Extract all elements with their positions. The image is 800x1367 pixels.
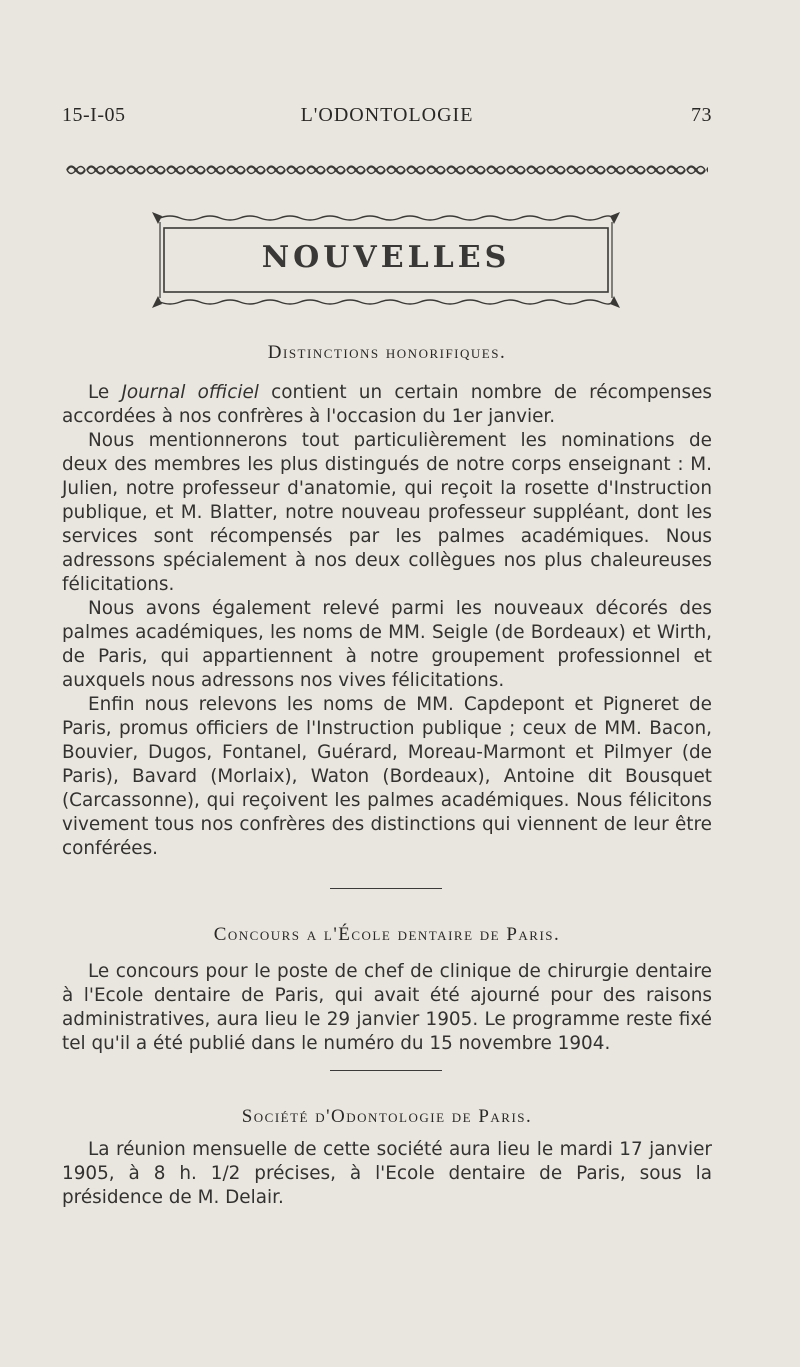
heading-societe: Société d'Odontologie de Paris. bbox=[241, 1106, 533, 1127]
paragraph-intro-start: Le bbox=[88, 382, 122, 403]
paragraph-palmes: Nous avons également relevé parmi les nouveaux décorés des palmes académiques, les noms de MM. Seigle (de Bordeaux) et Wirth, de Paris, qui appartiennent à notre groupement professionnel et auxquels nous adressons nos vives félicitations. bbox=[62, 598, 712, 691]
distinctions-body bbox=[62, 381, 712, 861]
section-title: NOUVELLES bbox=[261, 240, 511, 275]
paragraph-nominations: Nous mentionnerons tout particulièrement les nominations de deux des membres les plus distingués de notre corps enseignant : M. Julien, notre professeur d'anatomie, qui reçoit la rosette d'Instruction publique, et M. Blatter, notre nouveau professeur suppléant, dont les services sont récompensés par les palmes académiques. Nous adressons spécialement à nos deux collègues nos plus chaleureuses félicitations. bbox=[62, 430, 712, 595]
paragraph-reunion: La réunion mensuelle de cette société aura lieu le mardi 17 janvier 1905, à 8 h. 1/2 précises, à l'Ecole dentaire de Paris, sous la présidence de M. Delair. bbox=[62, 1139, 712, 1208]
concours-body bbox=[62, 960, 712, 1056]
societe-body bbox=[62, 1138, 712, 1210]
section-divider bbox=[330, 1070, 442, 1071]
heading-concours: Concours a l'École dentaire de Paris. bbox=[213, 924, 561, 945]
journal-officiel-title: Journal officiel bbox=[121, 382, 259, 403]
journal-title: L'ODONTOLOGIE bbox=[300, 104, 474, 126]
heading-distinctions: Distinctions honorifiques. bbox=[267, 342, 507, 363]
paragraph-intro bbox=[62, 381, 712, 429]
paragraph-concours: Le concours pour le poste de chef de clinique de chirurgie dentaire à l'Ecole dentaire de Paris, qui avait été ajourné pour des raisons administratives, aura lieu le 29 janvier 1905. Le programme reste fixé tel qu'il a été publié dans le numéro du 15 novembre 1904. bbox=[62, 961, 712, 1054]
running-head bbox=[62, 104, 712, 134]
paragraph-promotions: Enfin nous relevons les noms de MM. Capdepont et Pigneret de Paris, promus officiers de l'Instruction publique ; ceux de MM. Bacon, Bouvier, Dugos, Fontanel, Guérard, Moreau-Marmont et Pilmyer (de Paris), Bavard (Morlaix), Waton (Bordeaux), Antoine dit Bousquet (Carcassonne), qui reçoivent les palmes académiques. Nous félicitons vivement tous nos confrères des distinctions qui viennent de leur être conférées. bbox=[62, 694, 712, 859]
paragraph-intro-end: contient un certain nombre de récompenses accordées à nos confrères à l'occasion du 1er janvier. bbox=[62, 382, 712, 427]
ornament-band bbox=[66, 162, 708, 178]
section-divider bbox=[330, 888, 442, 889]
page-number: 73 bbox=[691, 104, 712, 126]
section-title-frame bbox=[150, 210, 622, 310]
issue-date: 15-I-05 bbox=[62, 104, 126, 126]
